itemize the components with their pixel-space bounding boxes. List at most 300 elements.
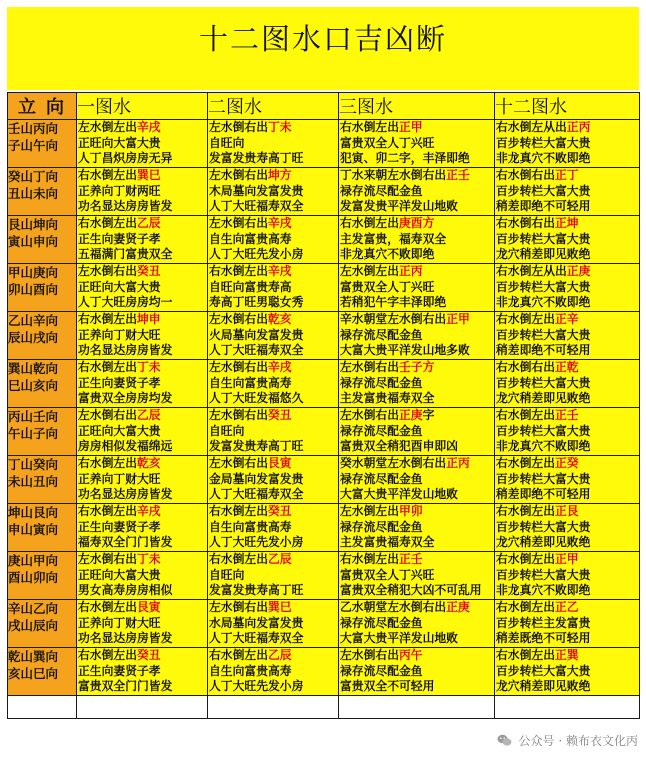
verdict-line bbox=[495, 295, 639, 311]
verdict-line bbox=[495, 600, 639, 616]
verdict-text: 发富发贵平洋发山地败 bbox=[340, 199, 458, 213]
direction-label: 申山寅向 bbox=[8, 522, 59, 537]
verdict-line bbox=[339, 616, 494, 632]
water-exit-label: 正巽 bbox=[555, 648, 579, 662]
verdict-text: 男女高寿房房相似 bbox=[78, 583, 173, 597]
verdict-line bbox=[495, 136, 639, 152]
verdict-text: 非龙真穴不败即绝 bbox=[340, 247, 435, 261]
verdict-text: 人丁大旺福寿双全 bbox=[209, 343, 304, 357]
water-exit-label: 丁未 bbox=[137, 552, 161, 566]
verdict-cell bbox=[339, 216, 495, 264]
verdict-text: 自生向富贵高寿 bbox=[209, 519, 292, 534]
verdict-line bbox=[339, 360, 494, 376]
water-exit-label: 巽巳 bbox=[268, 600, 292, 614]
verdict-line bbox=[495, 280, 639, 296]
verdict-text: 百步转栏大富大贵 bbox=[496, 471, 591, 486]
verdict-line bbox=[495, 504, 639, 520]
verdict-line bbox=[77, 376, 207, 392]
verdict-line bbox=[339, 376, 494, 392]
verdict-line bbox=[339, 504, 494, 520]
verdict-line bbox=[495, 552, 639, 568]
watermark bbox=[497, 732, 638, 749]
verdict-line bbox=[495, 535, 639, 551]
verdict-line bbox=[495, 232, 639, 248]
water-exit-label: 正乙 bbox=[555, 600, 579, 614]
verdict-text: 发富发贵寿高丁旺 bbox=[209, 583, 304, 597]
verdict-text: 功名显达房房皆发 bbox=[78, 343, 173, 357]
verdict-line bbox=[495, 408, 639, 424]
verdict-line bbox=[208, 343, 338, 359]
verdict-text: 左水倒右出 bbox=[209, 120, 268, 134]
header-col-1: 一图水 bbox=[77, 93, 208, 120]
verdict-cell bbox=[495, 648, 640, 696]
verdict-line bbox=[339, 232, 494, 248]
verdict-line bbox=[339, 424, 494, 440]
water-exit-label: 正甲 bbox=[555, 552, 579, 566]
verdict-text: 左水倒右出 bbox=[340, 360, 399, 374]
verdict-line bbox=[77, 552, 207, 568]
verdict-text: 右水倒右出 bbox=[496, 216, 555, 230]
verdict-text: 人丁大旺福寿双全 bbox=[209, 199, 304, 213]
verdict-text: 乙水朝堂左水倒右出 bbox=[340, 600, 447, 614]
verdict-line bbox=[495, 360, 639, 376]
verdict-line bbox=[339, 600, 494, 616]
verdict-line bbox=[208, 472, 338, 488]
verdict-text: 右水倒右出 bbox=[496, 168, 555, 182]
table-row bbox=[8, 504, 640, 552]
verdict-line bbox=[77, 504, 207, 520]
verdict-line bbox=[495, 487, 639, 503]
verdict-text-suffix: 字 bbox=[422, 408, 435, 422]
direction-label: 辛山乙向 bbox=[8, 601, 59, 616]
verdict-line bbox=[495, 664, 639, 680]
verdict-text: 富贵双全稍犯酉申即凶 bbox=[340, 439, 458, 453]
verdict-line bbox=[339, 472, 494, 488]
direction-label: 未山丑向 bbox=[8, 474, 59, 489]
verdict-text: 人丁大旺先发小房 bbox=[209, 535, 304, 549]
verdict-line bbox=[77, 199, 207, 215]
verdict-text: 右水倒左出 bbox=[496, 504, 555, 518]
water-exit-label: 辛戌 bbox=[268, 360, 292, 374]
verdict-text: 右水倒左出 bbox=[496, 600, 555, 614]
verdict-text: 右水倒左出 bbox=[78, 504, 137, 518]
water-exit-label: 辛戌 bbox=[268, 264, 292, 278]
verdict-text: 人丁大旺房房均一 bbox=[78, 295, 173, 309]
verdict-line bbox=[208, 376, 338, 392]
direction-label: 巽山乾向 bbox=[8, 361, 59, 376]
verdict-line bbox=[77, 184, 207, 200]
verdict-line bbox=[77, 264, 207, 280]
water-exit-label: 坤申 bbox=[137, 312, 161, 326]
verdict-cell bbox=[208, 600, 339, 648]
direction-cell bbox=[8, 552, 77, 600]
verdict-line bbox=[495, 151, 639, 167]
verdict-text: 正养向丁财两旺 bbox=[78, 183, 161, 198]
water-exit-label: 癸丑 bbox=[137, 648, 161, 662]
verdict-line bbox=[339, 664, 494, 680]
verdict-text: 右水倒左出 bbox=[78, 360, 137, 374]
verdict-cell bbox=[208, 360, 339, 408]
water-exit-label: 正甲 bbox=[399, 120, 423, 134]
verdict-line bbox=[77, 328, 207, 344]
direction-cell bbox=[8, 600, 77, 648]
table-body bbox=[8, 120, 640, 719]
water-exit-label: 正辛 bbox=[555, 312, 579, 326]
verdict-line bbox=[208, 232, 338, 248]
verdict-text: 左水倒右出 bbox=[78, 408, 137, 422]
verdict-text: 左水倒右出 bbox=[209, 216, 268, 230]
header-col-3: 三图水 bbox=[339, 93, 495, 120]
verdict-cell bbox=[495, 216, 640, 264]
direction-label: 亥山巳向 bbox=[8, 666, 59, 681]
verdict-text: 人丁大旺福寿双全 bbox=[209, 631, 304, 645]
verdict-text: 富贵双全不可轻用 bbox=[340, 679, 435, 693]
water-exit-label: 癸丑 bbox=[268, 408, 292, 422]
verdict-line bbox=[339, 456, 494, 472]
verdict-text: 正养向丁财大旺 bbox=[78, 327, 161, 342]
verdict-line bbox=[77, 391, 207, 407]
water-exit-label: 正壬 bbox=[555, 408, 579, 422]
verdict-text: 辛水朝堂左水倒右出 bbox=[340, 312, 447, 326]
verdict-text: 禄存流尽配金鱼 bbox=[340, 471, 423, 486]
direction-cell bbox=[8, 216, 77, 264]
verdict-text: 人丁大旺发福悠久 bbox=[209, 391, 304, 405]
verdict-text: 正养向丁财大旺 bbox=[78, 471, 161, 486]
verdict-line bbox=[208, 168, 338, 184]
verdict-line bbox=[77, 472, 207, 488]
water-exit-label: 正甲 bbox=[446, 312, 470, 326]
verdict-cell bbox=[208, 312, 339, 360]
water-exit-label: 正壬 bbox=[399, 552, 423, 566]
verdict-cell bbox=[77, 360, 208, 408]
table-row bbox=[8, 216, 640, 264]
verdict-text: 稍差即绝不可轻用 bbox=[496, 199, 591, 213]
verdict-line bbox=[208, 120, 338, 136]
verdict-text: 左水倒右出 bbox=[209, 408, 268, 422]
direction-cell bbox=[8, 504, 77, 552]
verdict-line bbox=[339, 328, 494, 344]
water-exit-label: 癸丑 bbox=[137, 264, 161, 278]
verdict-text: 大富大贵平洋发山地多败 bbox=[340, 343, 470, 357]
verdict-line bbox=[339, 391, 494, 407]
verdict-line bbox=[77, 151, 207, 167]
verdict-line bbox=[77, 280, 207, 296]
verdict-line bbox=[339, 216, 494, 232]
verdict-line bbox=[77, 343, 207, 359]
verdict-text: 百步转栏主发富贵 bbox=[496, 615, 591, 630]
verdict-text: 右水倒左出 bbox=[496, 648, 555, 662]
verdict-text: 百步转栏大富大贵 bbox=[496, 327, 591, 342]
direction-label: 卯山酉向 bbox=[8, 282, 59, 297]
table-row bbox=[8, 264, 640, 312]
verdict-line bbox=[495, 424, 639, 440]
verdict-line bbox=[77, 247, 207, 263]
direction-cell bbox=[8, 312, 77, 360]
water-exit-label: 辛戌 bbox=[137, 504, 161, 518]
direction-label: 酉山卯向 bbox=[8, 570, 59, 585]
verdict-text: 正旺向大富大贵 bbox=[78, 279, 161, 294]
verdict-line bbox=[77, 535, 207, 551]
verdict-cell bbox=[77, 264, 208, 312]
verdict-line bbox=[77, 120, 207, 136]
verdict-line bbox=[208, 664, 338, 680]
verdict-line bbox=[495, 568, 639, 584]
verdict-cell bbox=[339, 408, 495, 456]
verdict-line bbox=[339, 184, 494, 200]
verdict-line bbox=[339, 151, 494, 167]
page-title: 十二图水口吉凶断 bbox=[198, 22, 447, 56]
verdict-text: 右水倒左出 bbox=[209, 264, 268, 278]
water-exit-label: 庚酉方 bbox=[399, 216, 435, 230]
water-exit-label: 正癸 bbox=[555, 456, 579, 470]
verdict-line bbox=[208, 295, 338, 311]
verdict-line bbox=[77, 631, 207, 647]
verdict-text: 右水倒左从出 bbox=[496, 120, 567, 134]
verdict-text: 发富发贵寿高丁旺 bbox=[209, 151, 304, 165]
direction-cell bbox=[8, 360, 77, 408]
verdict-line bbox=[339, 487, 494, 503]
verdict-line bbox=[339, 295, 494, 311]
water-exit-label: 辛戌 bbox=[268, 216, 292, 230]
direction-label: 癸山丁向 bbox=[8, 169, 59, 184]
verdict-text: 百步转栏大富大贵 bbox=[496, 183, 591, 198]
verdict-line bbox=[77, 600, 207, 616]
verdict-text: 稍差既绝不可轻用 bbox=[496, 631, 591, 645]
direction-cell bbox=[8, 120, 77, 168]
verdict-cell bbox=[77, 504, 208, 552]
verdict-line bbox=[77, 136, 207, 152]
verdict-line bbox=[208, 535, 338, 551]
verdict-cell bbox=[495, 312, 640, 360]
direction-label: 甲山庚向 bbox=[8, 265, 59, 280]
verdict-line bbox=[339, 199, 494, 215]
empty-cell bbox=[8, 696, 77, 719]
verdict-text: 水局墓向发富发贵 bbox=[209, 615, 304, 630]
verdict-text: 右水倒左出 bbox=[496, 312, 555, 326]
verdict-line bbox=[208, 247, 338, 263]
watermark-text: 公众号 · 赖布衣文化丙 bbox=[518, 734, 638, 748]
verdict-cell bbox=[77, 456, 208, 504]
verdict-line bbox=[77, 424, 207, 440]
verdict-line bbox=[495, 520, 639, 536]
verdict-text: 自生向富贵高寿 bbox=[209, 231, 292, 246]
direction-cell bbox=[8, 168, 77, 216]
verdict-text: 百步转栏大富大贵 bbox=[496, 231, 591, 246]
verdict-cell bbox=[77, 168, 208, 216]
verdict-line bbox=[339, 280, 494, 296]
verdict-line bbox=[495, 391, 639, 407]
verdict-text: 右水倒左出 bbox=[78, 312, 137, 326]
header-direction: 立向 bbox=[8, 93, 77, 120]
verdict-text: 禄存流尽配金鱼 bbox=[340, 183, 423, 198]
verdict-line bbox=[77, 487, 207, 503]
water-exit-label: 辛戌 bbox=[137, 120, 161, 134]
verdict-text: 龙穴稍差即见败绝 bbox=[496, 535, 591, 549]
verdict-text: 若稍犯午字丰泽即绝 bbox=[340, 295, 447, 309]
verdict-text: 稍差即绝不可轻用 bbox=[496, 487, 591, 501]
direction-label: 寅山申向 bbox=[8, 234, 59, 249]
verdict-line bbox=[77, 168, 207, 184]
verdict-text: 癸水朝堂左水倒右出 bbox=[340, 456, 447, 470]
verdict-text: 右水倒左出 bbox=[496, 552, 555, 566]
verdict-line bbox=[77, 295, 207, 311]
verdict-cell bbox=[208, 216, 339, 264]
verdict-cell bbox=[339, 264, 495, 312]
verdict-line bbox=[339, 312, 494, 328]
verdict-line bbox=[495, 679, 639, 695]
verdict-cell bbox=[495, 120, 640, 168]
verdict-line bbox=[208, 456, 338, 472]
verdict-text: 右水倒左出 bbox=[496, 456, 555, 470]
water-exit-label: 壬子方 bbox=[399, 360, 435, 374]
verdict-text: 主发富贵，福寿双全 bbox=[340, 231, 447, 246]
verdict-line bbox=[339, 552, 494, 568]
verdict-line bbox=[77, 408, 207, 424]
verdict-line bbox=[208, 264, 338, 280]
verdict-text: 富贵双全人丁兴旺 bbox=[340, 135, 435, 150]
verdict-cell bbox=[208, 504, 339, 552]
direction-label: 乾山巽向 bbox=[8, 649, 59, 664]
verdict-line bbox=[208, 648, 338, 664]
verdict-text: 自生向富贵高寿 bbox=[209, 375, 292, 390]
water-exit-label: 乙辰 bbox=[137, 216, 161, 230]
verdict-line bbox=[339, 679, 494, 695]
verdict-line bbox=[208, 391, 338, 407]
verdict-text: 木局墓向发富发贵 bbox=[209, 183, 304, 198]
direction-cell bbox=[8, 408, 77, 456]
verdict-text: 禄存流尽配金鱼 bbox=[340, 327, 423, 342]
verdict-text: 左水倒左出 bbox=[78, 120, 137, 134]
verdict-line bbox=[339, 247, 494, 263]
direction-cell bbox=[8, 456, 77, 504]
verdict-text: 功名显达房房皆发 bbox=[78, 631, 173, 645]
verdict-text: 富贵双全门门皆发 bbox=[78, 679, 173, 693]
verdict-line bbox=[495, 264, 639, 280]
verdict-line bbox=[208, 184, 338, 200]
verdict-text: 大富大贵平洋发山地败 bbox=[340, 487, 458, 501]
verdict-text: 禄存流尽配金鱼 bbox=[340, 375, 423, 390]
verdict-text: 房房相似发福绵远 bbox=[78, 439, 173, 453]
water-exit-label: 正丙 bbox=[399, 264, 423, 278]
verdict-text: 左水倒右出 bbox=[209, 600, 268, 614]
verdict-text: 主发富贵福寿双全 bbox=[340, 391, 435, 405]
verdict-line bbox=[495, 168, 639, 184]
verdict-text: 自旺向 bbox=[209, 567, 245, 582]
verdict-line bbox=[208, 280, 338, 296]
table-row bbox=[8, 120, 640, 168]
verdict-cell bbox=[339, 552, 495, 600]
verdict-text: 龙穴稍差即见败绝 bbox=[496, 391, 591, 405]
verdict-cell bbox=[77, 648, 208, 696]
verdict-text: 正生向妻贤子孝 bbox=[78, 663, 161, 678]
water-exit-label: 艮寅 bbox=[268, 456, 292, 470]
verdict-line bbox=[339, 520, 494, 536]
verdict-text: 右水倒左出 bbox=[78, 648, 137, 662]
direction-label: 壬山丙向 bbox=[8, 121, 59, 136]
verdict-text: 左水倒右出 bbox=[78, 264, 137, 278]
verdict-text: 右水倒左出 bbox=[209, 504, 268, 518]
verdict-text: 丁水来朝左水倒右出 bbox=[340, 168, 447, 182]
water-exit-label: 癸丑 bbox=[268, 504, 292, 518]
water-exit-label: 乾亥 bbox=[137, 456, 161, 470]
verdict-cell bbox=[495, 504, 640, 552]
verdict-cell bbox=[77, 216, 208, 264]
verdict-cell bbox=[208, 552, 339, 600]
table-row bbox=[8, 648, 640, 696]
direction-label: 坤山艮向 bbox=[8, 505, 59, 520]
verdict-text: 正养向丁财大旺 bbox=[78, 615, 161, 630]
verdict-cell bbox=[77, 552, 208, 600]
verdict-text: 人丁昌炽房房无异 bbox=[78, 151, 173, 165]
wechat-icon bbox=[497, 734, 512, 747]
verdict-line bbox=[495, 456, 639, 472]
verdict-line bbox=[208, 216, 338, 232]
verdict-text: 非龙真穴不败即绝 bbox=[496, 439, 591, 453]
empty-cell bbox=[208, 696, 339, 719]
verdict-line bbox=[339, 408, 494, 424]
verdict-cell bbox=[77, 600, 208, 648]
verdict-text: 正生向妻贤子孝 bbox=[78, 519, 161, 534]
verdict-line bbox=[339, 343, 494, 359]
verdict-cell bbox=[208, 648, 339, 696]
direction-label: 辰山戌向 bbox=[8, 330, 59, 345]
empty-cell bbox=[495, 696, 640, 719]
verdict-line bbox=[339, 439, 494, 455]
verdict-line bbox=[339, 168, 494, 184]
verdict-cell bbox=[77, 312, 208, 360]
verdict-line bbox=[495, 328, 639, 344]
water-exit-label: 甲卯 bbox=[399, 504, 423, 518]
verdict-line bbox=[208, 439, 338, 455]
verdict-text: 正生向妻贤子孝 bbox=[78, 375, 161, 390]
verdict-text: 犯寅、卯二字，丰泽即绝 bbox=[340, 151, 470, 165]
verdict-text: 左水倒右出 bbox=[340, 648, 399, 662]
verdict-line bbox=[77, 664, 207, 680]
verdict-line bbox=[77, 456, 207, 472]
verdict-cell bbox=[495, 360, 640, 408]
verdict-line bbox=[339, 120, 494, 136]
verdict-line bbox=[77, 216, 207, 232]
verdict-line bbox=[208, 312, 338, 328]
verdict-line bbox=[77, 568, 207, 584]
header-col-4: 十二图水 bbox=[495, 93, 640, 120]
verdict-text: 右水倒左出 bbox=[340, 120, 399, 134]
verdict-text: 右水倒左出 bbox=[209, 648, 268, 662]
direction-label: 巳山亥向 bbox=[8, 378, 59, 393]
verdict-text: 禄存流尽配金鱼 bbox=[340, 663, 423, 678]
verdict-text: 左水倒左出 bbox=[340, 504, 399, 518]
verdict-line bbox=[208, 504, 338, 520]
water-exit-label: 艮寅 bbox=[137, 600, 161, 614]
verdict-text: 人丁大旺先发小房 bbox=[209, 247, 304, 261]
direction-cell bbox=[8, 648, 77, 696]
empty-cell bbox=[77, 696, 208, 719]
verdict-line bbox=[77, 232, 207, 248]
verdict-text: 百步转栏大富大贵 bbox=[496, 663, 591, 678]
verdict-text: 右水倒右出 bbox=[496, 360, 555, 374]
verdict-line bbox=[208, 199, 338, 215]
direction-label: 子山午向 bbox=[8, 138, 59, 153]
verdict-text: 发富发贵寿高丁旺 bbox=[209, 439, 304, 453]
verdict-text: 正生向妻贤子孝 bbox=[78, 231, 161, 246]
verdict-cell bbox=[339, 120, 495, 168]
verdict-line bbox=[495, 472, 639, 488]
verdict-text: 左水倒右出 bbox=[340, 408, 399, 422]
verdict-text: 左水倒右出 bbox=[78, 552, 137, 566]
verdict-text: 禄存流尽配金鱼 bbox=[340, 519, 423, 534]
verdict-cell bbox=[339, 312, 495, 360]
verdict-line bbox=[495, 376, 639, 392]
